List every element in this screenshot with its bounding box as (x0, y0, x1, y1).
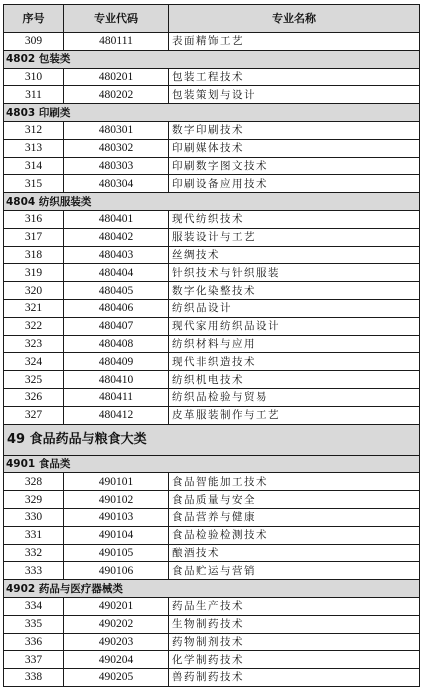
code-cell: 480405 (64, 282, 169, 300)
name-cell: 印刷设备应用技术 (169, 175, 420, 193)
seq-cell: 321 (4, 299, 64, 317)
seq-cell: 313 (4, 139, 64, 157)
name-cell: 针织技术与针织服装 (169, 264, 420, 282)
subcategory-label: 4804 纺织服装类 (4, 193, 420, 211)
seq-cell: 317 (4, 228, 64, 246)
table-row (4, 228, 420, 246)
table-row (4, 121, 420, 139)
seq-cell: 318 (4, 246, 64, 264)
code-cell: 480111 (64, 33, 169, 51)
seq-cell: 326 (4, 388, 64, 406)
header-code: 专业代码 (64, 5, 169, 33)
table-row (4, 246, 420, 264)
table-row (4, 406, 420, 424)
seq-cell: 324 (4, 353, 64, 371)
seq-cell: 316 (4, 210, 64, 228)
code-cell: 480407 (64, 317, 169, 335)
table-row (4, 562, 420, 580)
name-cell: 包装策划与设计 (169, 86, 420, 104)
name-cell: 印刷媒体技术 (169, 139, 420, 157)
name-cell: 丝绸技术 (169, 246, 420, 264)
name-cell: 食品贮运与营销 (169, 562, 420, 580)
table-row (4, 299, 420, 317)
code-cell: 480301 (64, 121, 169, 139)
table-row (4, 388, 420, 406)
code-cell: 490101 (64, 473, 169, 491)
table-row (4, 508, 420, 526)
code-cell: 490105 (64, 544, 169, 562)
code-cell: 480202 (64, 86, 169, 104)
table-row (4, 544, 420, 562)
code-cell: 480404 (64, 264, 169, 282)
seq-cell: 338 (4, 669, 64, 687)
name-cell: 纺织品检验与贸易 (169, 388, 420, 406)
table-row (4, 86, 420, 104)
code-cell: 480303 (64, 157, 169, 175)
seq-cell: 331 (4, 526, 64, 544)
seq-cell: 335 (4, 615, 64, 633)
seq-cell: 309 (4, 33, 64, 51)
table-row (4, 597, 420, 615)
code-cell: 480410 (64, 371, 169, 389)
name-cell: 表面精饰工艺 (169, 33, 420, 51)
table-row (4, 68, 420, 86)
seq-cell: 314 (4, 157, 64, 175)
table-header (4, 5, 420, 33)
code-cell: 480201 (64, 68, 169, 86)
major-category-row (4, 424, 420, 455)
seq-cell: 315 (4, 175, 64, 193)
name-cell: 皮革服装制作与工艺 (169, 406, 420, 424)
code-cell: 480406 (64, 299, 169, 317)
name-cell: 食品检验检测技术 (169, 526, 420, 544)
seq-cell: 333 (4, 562, 64, 580)
code-cell: 490106 (64, 562, 169, 580)
name-cell: 化学制药技术 (169, 651, 420, 669)
table-row (4, 157, 420, 175)
seq-cell: 323 (4, 335, 64, 353)
code-cell: 480401 (64, 210, 169, 228)
table-row (4, 633, 420, 651)
seq-cell: 337 (4, 651, 64, 669)
code-cell: 490102 (64, 491, 169, 509)
name-cell: 食品营养与健康 (169, 508, 420, 526)
major-category-label: 49 食品药品与粮食大类 (4, 424, 420, 455)
subcategory-row (4, 455, 420, 473)
seq-cell: 332 (4, 544, 64, 562)
major-catalog-table (3, 4, 420, 687)
name-cell: 纺织品设计 (169, 299, 420, 317)
name-cell: 纺织机电技术 (169, 371, 420, 389)
table-row (4, 175, 420, 193)
name-cell: 现代非织造技术 (169, 353, 420, 371)
code-cell: 480409 (64, 353, 169, 371)
header-name: 专业名称 (169, 5, 420, 33)
code-cell: 480411 (64, 388, 169, 406)
code-cell: 490202 (64, 615, 169, 633)
code-cell: 490201 (64, 597, 169, 615)
name-cell: 药品生产技术 (169, 597, 420, 615)
code-cell: 490104 (64, 526, 169, 544)
subcategory-label: 4901 食品类 (4, 455, 420, 473)
seq-cell: 319 (4, 264, 64, 282)
table-row (4, 317, 420, 335)
seq-cell: 311 (4, 86, 64, 104)
table-row (4, 371, 420, 389)
seq-cell: 328 (4, 473, 64, 491)
name-cell: 食品智能加工技术 (169, 473, 420, 491)
seq-cell: 312 (4, 121, 64, 139)
name-cell: 包装工程技术 (169, 68, 420, 86)
code-cell: 490205 (64, 669, 169, 687)
code-cell: 490203 (64, 633, 169, 651)
seq-cell: 320 (4, 282, 64, 300)
table-row (4, 282, 420, 300)
name-cell: 兽药制药技术 (169, 669, 420, 687)
table-row (4, 353, 420, 371)
code-cell: 480412 (64, 406, 169, 424)
seq-cell: 336 (4, 633, 64, 651)
header-row (4, 5, 420, 33)
subcategory-row (4, 104, 420, 122)
table-row (4, 33, 420, 51)
subcategory-label: 4802 包装类 (4, 50, 420, 68)
code-cell: 490103 (64, 508, 169, 526)
table-row (4, 669, 420, 687)
subcategory-row (4, 50, 420, 68)
code-cell: 490204 (64, 651, 169, 669)
table-row (4, 651, 420, 669)
table-row (4, 139, 420, 157)
seq-cell: 310 (4, 68, 64, 86)
name-cell: 现代纺织技术 (169, 210, 420, 228)
table-row (4, 491, 420, 509)
code-cell: 480302 (64, 139, 169, 157)
code-cell: 480408 (64, 335, 169, 353)
table-row (4, 615, 420, 633)
seq-cell: 330 (4, 508, 64, 526)
name-cell: 数字印刷技术 (169, 121, 420, 139)
table-row (4, 264, 420, 282)
seq-cell: 322 (4, 317, 64, 335)
table-row (4, 335, 420, 353)
name-cell: 生物制药技术 (169, 615, 420, 633)
header-seq: 序号 (4, 5, 64, 33)
table-row (4, 526, 420, 544)
name-cell: 酿酒技术 (169, 544, 420, 562)
table-row (4, 473, 420, 491)
seq-cell: 334 (4, 597, 64, 615)
name-cell: 服装设计与工艺 (169, 228, 420, 246)
major-catalog-table-container (3, 4, 419, 687)
name-cell: 数字化染整技术 (169, 282, 420, 300)
table-row (4, 210, 420, 228)
name-cell: 药物制剂技术 (169, 633, 420, 651)
seq-cell: 325 (4, 371, 64, 389)
name-cell: 纺织材料与应用 (169, 335, 420, 353)
name-cell: 印刷数字图文技术 (169, 157, 420, 175)
subcategory-row (4, 193, 420, 211)
code-cell: 480402 (64, 228, 169, 246)
code-cell: 480304 (64, 175, 169, 193)
subcategory-label: 4803 印刷类 (4, 104, 420, 122)
subcategory-label: 4902 药品与医疗器械类 (4, 580, 420, 598)
subcategory-row (4, 580, 420, 598)
table-body (4, 33, 420, 687)
name-cell: 现代家用纺织品设计 (169, 317, 420, 335)
seq-cell: 329 (4, 491, 64, 509)
name-cell: 食品质量与安全 (169, 491, 420, 509)
seq-cell: 327 (4, 406, 64, 424)
code-cell: 480403 (64, 246, 169, 264)
